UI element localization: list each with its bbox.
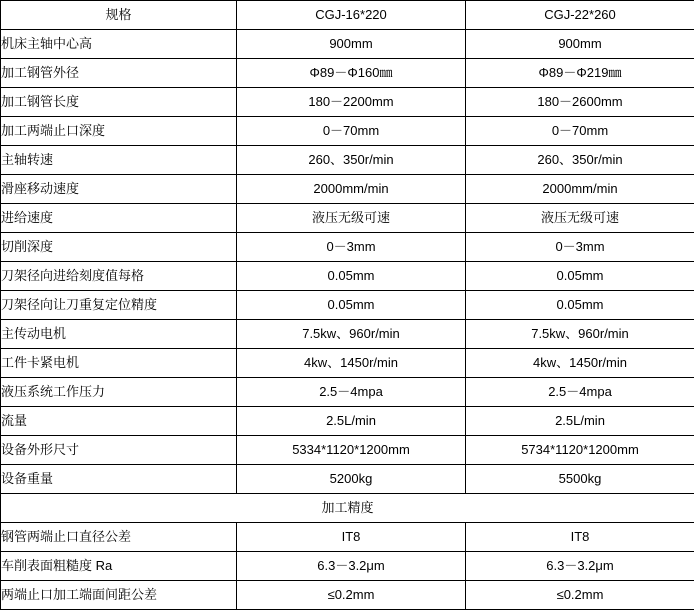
row-value-model-2: IT8 [466,523,694,552]
table-row [1,30,694,59]
row-value-model-2: 7.5kw、960r/min [466,320,694,349]
header-cell-model-2: CGJ-22*260 [466,1,694,30]
table-row [1,233,694,262]
row-value-model-2: ≤0.2mm [466,581,694,610]
row-value-model-2: 5500kg [466,465,694,494]
table-row [1,59,694,88]
table-row [1,407,694,436]
table-row [1,262,694,291]
row-value-model-2: 2.5－4mpa [466,378,694,407]
row-label: 液压系统工作压力 [1,378,237,407]
table-row [1,320,694,349]
row-label: 切削深度 [1,233,237,262]
table-row [1,88,694,117]
row-label: 两端止口加工端面间距公差 [1,581,237,610]
row-value-model-1: 0－3mm [237,233,466,262]
table-row [1,175,694,204]
section-header-row [1,494,694,523]
row-value-model-1: 6.3－3.2μm [237,552,466,581]
row-label: 车削表面粗糙度 Ra [1,552,237,581]
table-row [1,465,694,494]
row-value-model-2: 6.3－3.2μm [466,552,694,581]
row-value-model-2: 液压无级可速 [466,204,694,233]
table-row [1,204,694,233]
row-value-model-1: 7.5kw、960r/min [237,320,466,349]
row-value-model-2: 5734*1120*1200mm [466,436,694,465]
row-value-model-1: 2.5L/min [237,407,466,436]
row-value-model-1: 2.5－4mpa [237,378,466,407]
row-value-model-2: 900mm [466,30,694,59]
table-header-row [1,1,694,30]
row-value-model-1: 0－70mm [237,117,466,146]
table-body [1,1,694,610]
row-value-model-1: 0.05mm [237,291,466,320]
table-row [1,552,694,581]
row-value-model-1: 0.05mm [237,262,466,291]
table-row [1,349,694,378]
row-label: 滑座移动速度 [1,175,237,204]
table-row [1,117,694,146]
row-value-model-1: 5200kg [237,465,466,494]
table-row [1,378,694,407]
row-value-model-2: 0－70mm [466,117,694,146]
row-label: 加工钢管长度 [1,88,237,117]
row-value-model-1: Φ89－Φ160㎜ [237,59,466,88]
row-value-model-2: 0－3mm [466,233,694,262]
row-label: 机床主轴中心高 [1,30,237,59]
table-row [1,291,694,320]
row-label: 加工两端止口深度 [1,117,237,146]
row-label: 工件卡紧电机 [1,349,237,378]
table-row [1,436,694,465]
row-value-model-1: IT8 [237,523,466,552]
table-row [1,146,694,175]
row-label: 刀架径向让刀重复定位精度 [1,291,237,320]
row-value-model-2: 2000mm/min [466,175,694,204]
row-label: 刀架径向进给刻度值每格 [1,262,237,291]
row-label: 设备重量 [1,465,237,494]
row-label: 设备外形尺寸 [1,436,237,465]
row-value-model-1: 180－2200mm [237,88,466,117]
row-value-model-1: ≤0.2mm [237,581,466,610]
row-label: 钢管两端止口直径公差 [1,523,237,552]
row-value-model-1: 5334*1120*1200mm [237,436,466,465]
header-cell-spec: 规格 [1,1,237,30]
header-cell-model-1: CGJ-16*220 [237,1,466,30]
row-value-model-2: 0.05mm [466,262,694,291]
row-value-model-2: 4kw、1450r/min [466,349,694,378]
row-value-model-2: Φ89－Φ219㎜ [466,59,694,88]
table-row [1,581,694,610]
row-value-model-1: 260、350r/min [237,146,466,175]
row-label: 加工钢管外径 [1,59,237,88]
row-label: 主传动电机 [1,320,237,349]
row-value-model-2: 180－2600mm [466,88,694,117]
row-label: 流量 [1,407,237,436]
row-label: 进给速度 [1,204,237,233]
section-title-precision: 加工精度 [1,494,694,523]
row-label: 主轴转速 [1,146,237,175]
row-value-model-2: 2.5L/min [466,407,694,436]
row-value-model-2: 260、350r/min [466,146,694,175]
row-value-model-1: 900mm [237,30,466,59]
row-value-model-1: 液压无级可速 [237,204,466,233]
row-value-model-2: 0.05mm [466,291,694,320]
row-value-model-1: 2000mm/min [237,175,466,204]
row-value-model-1: 4kw、1450r/min [237,349,466,378]
